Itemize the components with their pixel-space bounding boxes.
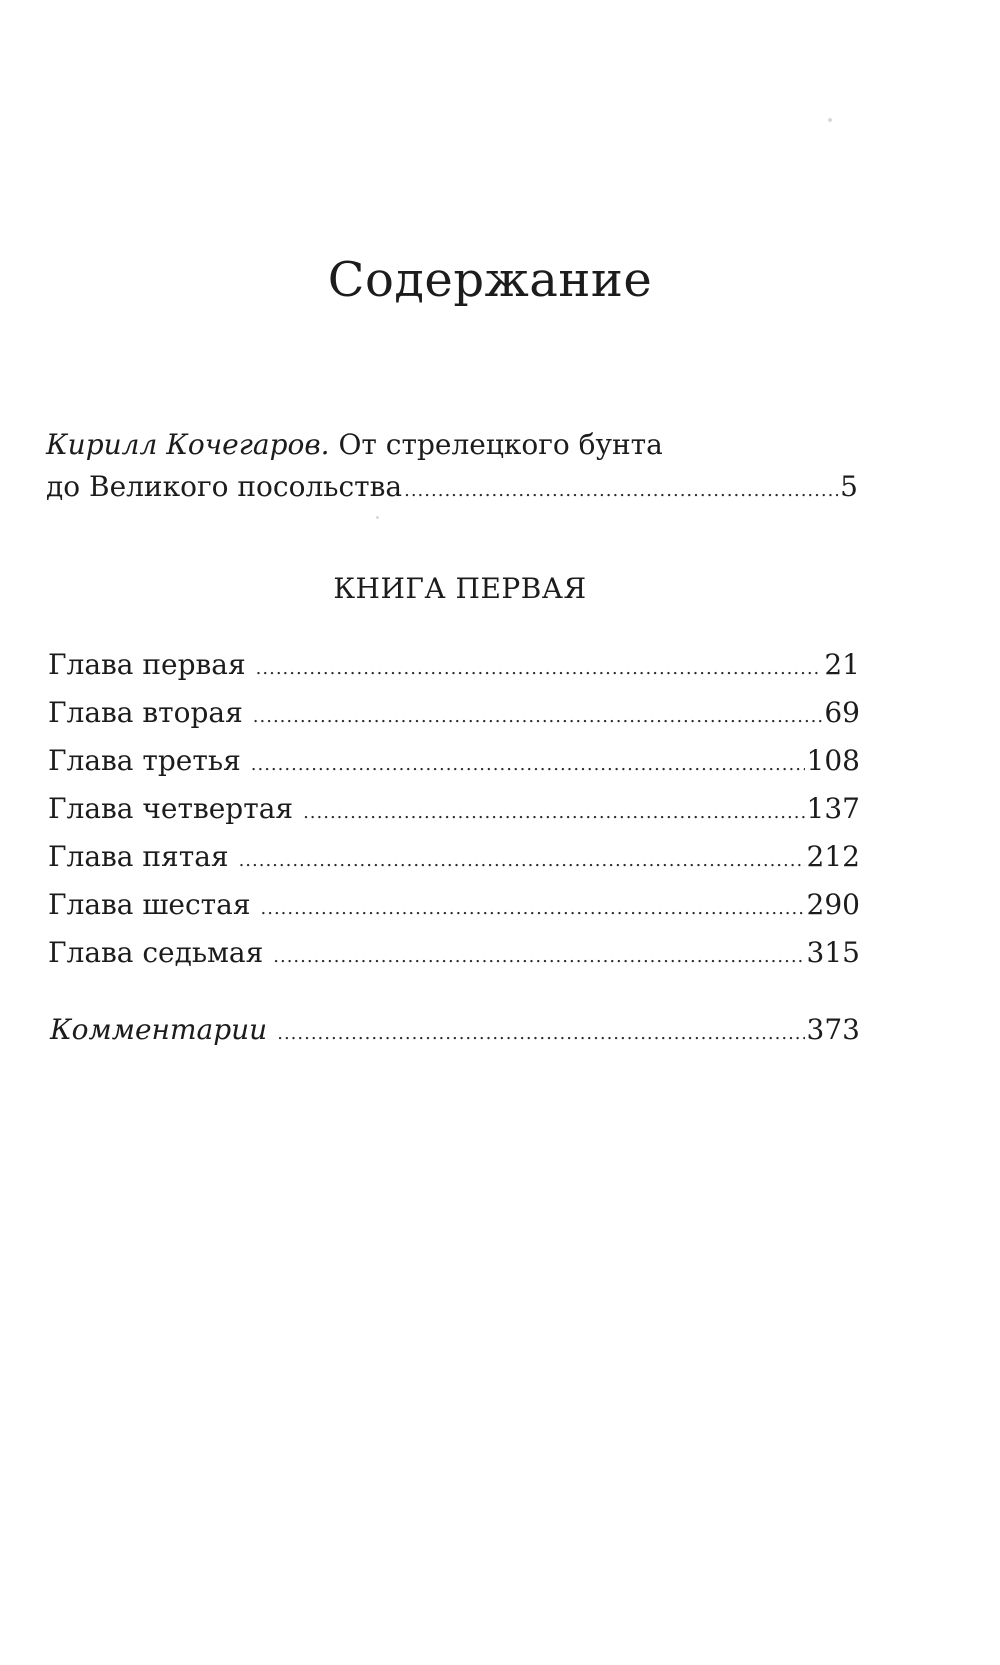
- scan-speck: [376, 516, 379, 519]
- intro-title-line-2: до Великого посольства: [46, 470, 403, 503]
- intro-title-line-1: От стрелецкого бунта: [329, 428, 663, 461]
- toc-intro-entry[interactable]: [46, 470, 858, 508]
- chapter-page-number: 290: [806, 888, 860, 921]
- comments-page-number: 373: [806, 1013, 860, 1046]
- toc-chapter-5[interactable]: [48, 840, 860, 878]
- chapter-label: Глава шестая: [48, 888, 251, 921]
- chapter-label: Глава третья: [48, 744, 241, 777]
- leader-dots: [303, 796, 804, 830]
- leader-dots: [256, 652, 823, 686]
- toc-chapter-7[interactable]: [48, 936, 860, 974]
- chapter-label: Глава первая: [48, 648, 246, 681]
- toc-chapter-3[interactable]: [48, 744, 860, 782]
- leader-dots: [239, 844, 805, 878]
- chapter-label: Глава пятая: [48, 840, 229, 873]
- leader-dots: [261, 892, 805, 926]
- leader-dots: [277, 1017, 804, 1051]
- toc-chapter-4[interactable]: [48, 792, 860, 830]
- intro-page-number: 5: [840, 470, 858, 503]
- leader-dots: [253, 700, 823, 734]
- chapter-page-number: 137: [806, 792, 860, 825]
- chapter-page-number: 212: [806, 840, 860, 873]
- leader-dots: [251, 748, 805, 782]
- scan-speck: [828, 118, 832, 122]
- toc-comments-entry[interactable]: [50, 1013, 860, 1051]
- chapter-page-number: 69: [824, 696, 860, 729]
- toc-intro-line-1: [46, 428, 663, 462]
- intro-author: Кирилл Кочегаров.: [46, 428, 330, 461]
- toc-chapter-1[interactable]: [48, 648, 860, 686]
- chapter-page-number: 108: [806, 744, 860, 777]
- toc-chapter-2[interactable]: [48, 696, 860, 734]
- chapter-label: Глава седьмая: [48, 936, 264, 969]
- toc-chapter-6[interactable]: [48, 888, 860, 926]
- book-one-heading: КНИГА ПЕРВАЯ: [333, 572, 587, 605]
- chapter-page-number: 315: [806, 936, 860, 969]
- chapter-label: Глава вторая: [48, 696, 243, 729]
- leader-dots: [273, 940, 804, 974]
- comments-label: Комментарии: [50, 1013, 268, 1046]
- leader-dots: [404, 474, 838, 508]
- chapter-page-number: 21: [824, 648, 860, 681]
- chapter-label: Глава четвертая: [48, 792, 294, 825]
- page-title: Содержание: [327, 252, 653, 308]
